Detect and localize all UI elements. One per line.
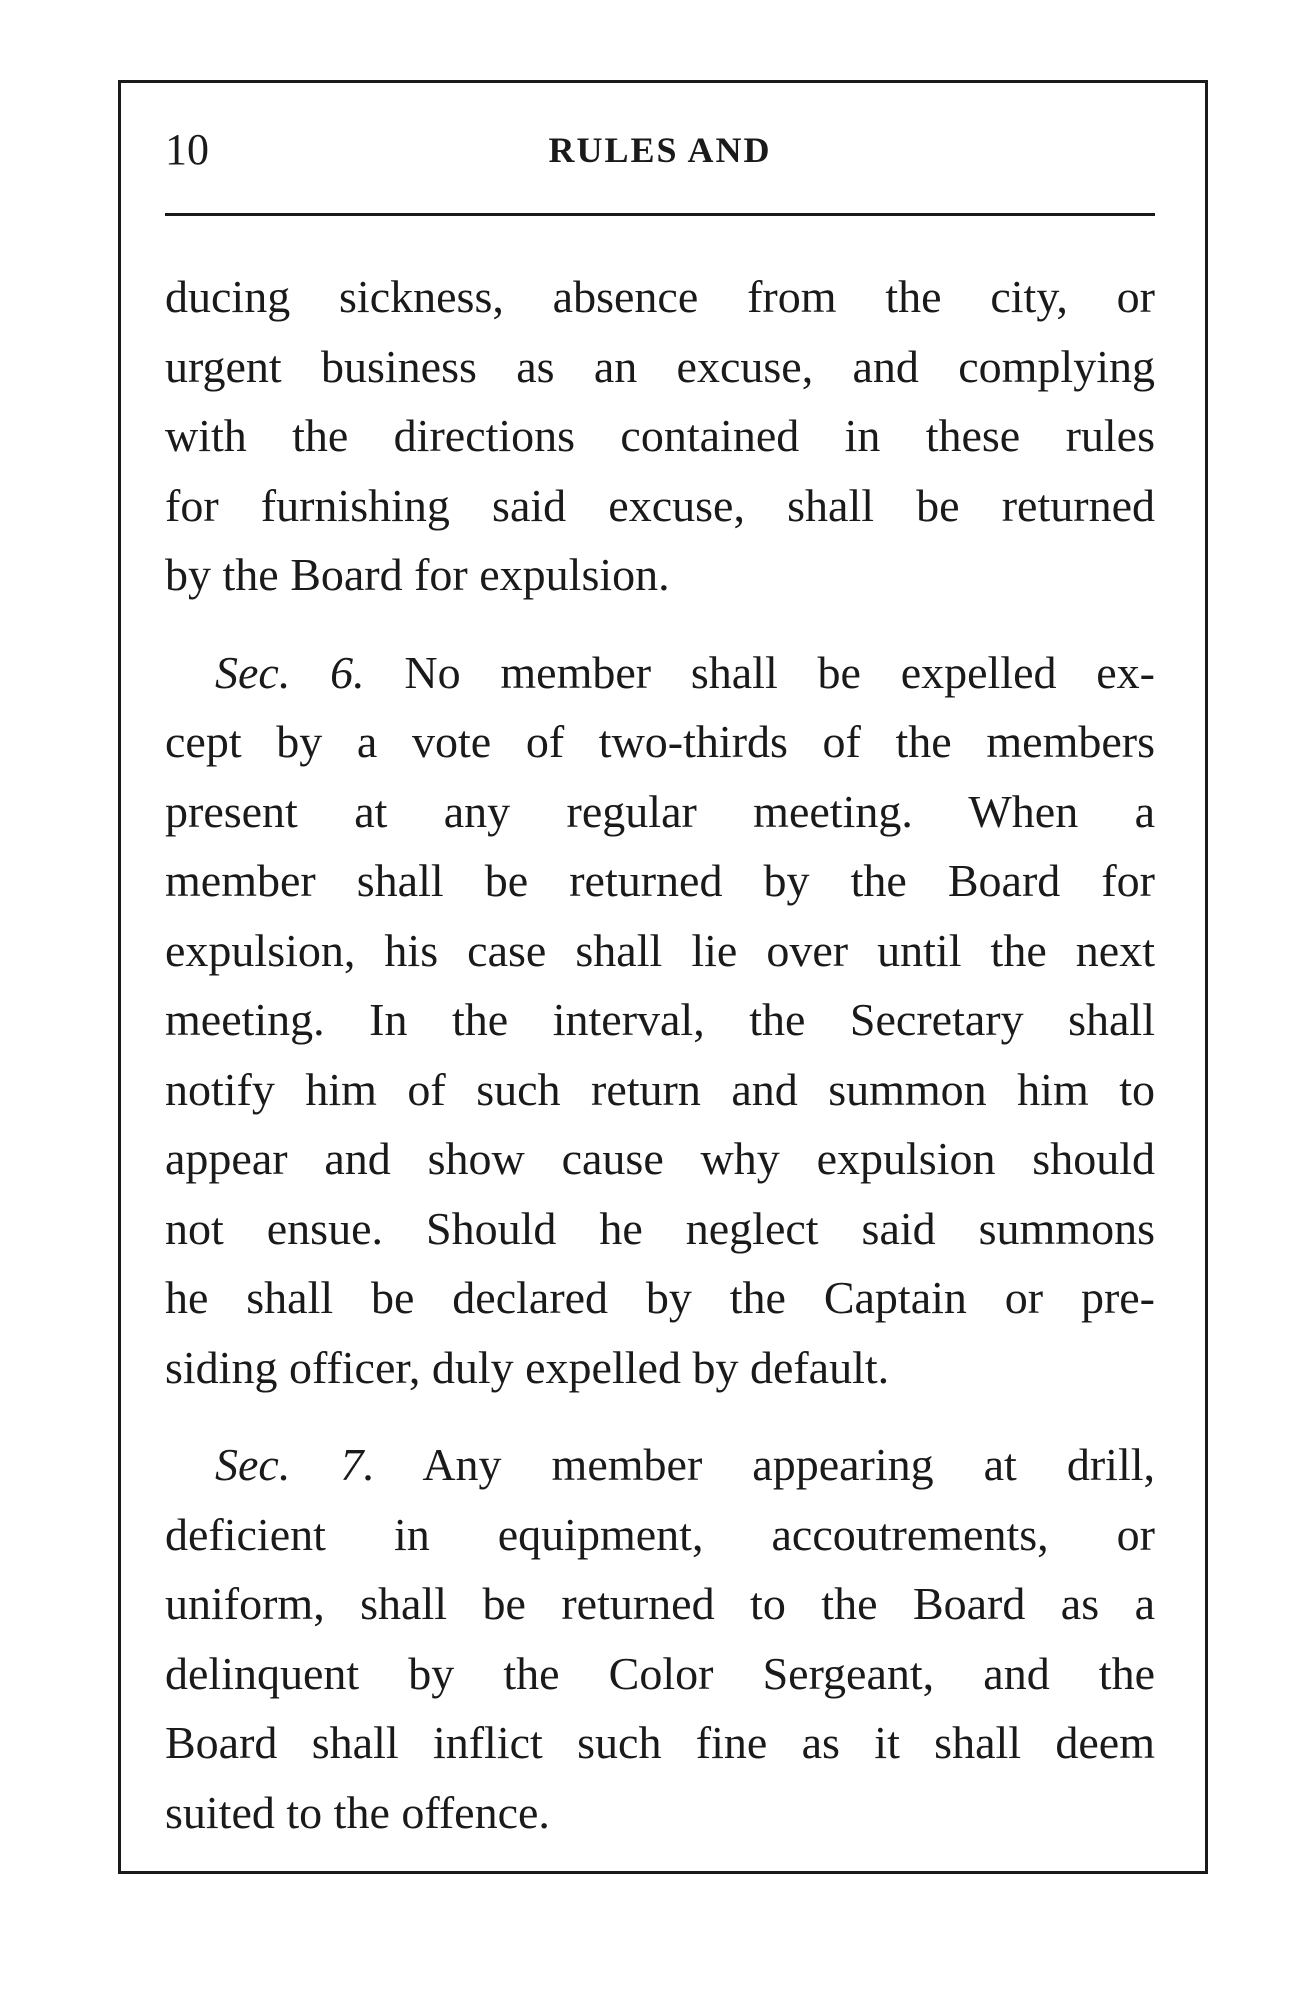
section-label: Sec. 7. (215, 1439, 375, 1490)
text-line: member shall be returned by the Board for (165, 855, 1155, 906)
body-text (165, 262, 1155, 1847)
text-line: deficient in equipment, accoutrements, or (165, 1508, 1155, 1560)
section-label: Sec. 6. (215, 646, 365, 698)
text-line-first (165, 638, 1155, 708)
text-line: not ensue. Should he neglect said summons (165, 1202, 1155, 1254)
text-line: expulsion, his case shall lie over until the next (165, 924, 1155, 976)
text-line: he shall be declared by the Captain or pre- (165, 1272, 1155, 1323)
text-line: ducing sickness, absence from the city, or (165, 271, 1155, 322)
text-line: siding officer, duly expelled by default. (165, 1341, 890, 1393)
running-title: RULES AND (548, 130, 772, 170)
text-line: notify him of such return and summon him to (165, 1063, 1155, 1115)
text-line: present at any regular meeting. When a (165, 785, 1155, 837)
text-line: for furnishing said excuse, shall be returned (165, 479, 1155, 531)
paragraph-section-7 (165, 1430, 1155, 1847)
text-line: appear and show cause why expulsion should (165, 1133, 1155, 1184)
paragraph-section-6 (165, 638, 1155, 1403)
text-line: Board shall inflict such fine as it shall deem (165, 1717, 1155, 1768)
running-head (165, 120, 1155, 180)
text-line-content: Any member appearing at drill, (422, 1439, 1155, 1490)
text-line: meeting. In the interval, the Secretary shall (165, 994, 1155, 1045)
text-line: urgent business as an excuse, and complying (165, 340, 1155, 392)
text-line: suited to the offence. (165, 1786, 550, 1838)
text-line: by the Board for expulsion. (165, 549, 670, 600)
text-line: delinquent by the Color Sergeant, and the (165, 1647, 1155, 1699)
text-line-first (165, 1430, 1155, 1500)
page-number: 10 (165, 125, 209, 174)
text-line: with the directions contained in these rules (165, 410, 1155, 461)
text-line-content: No member shall be expelled ex- (404, 646, 1156, 698)
paragraph-continuation (165, 262, 1155, 610)
text-line: cept by a vote of two-thirds of the members (165, 716, 1155, 767)
header-rule (165, 213, 1155, 216)
text-line: uniform, shall be returned to the Board as a (165, 1578, 1155, 1629)
